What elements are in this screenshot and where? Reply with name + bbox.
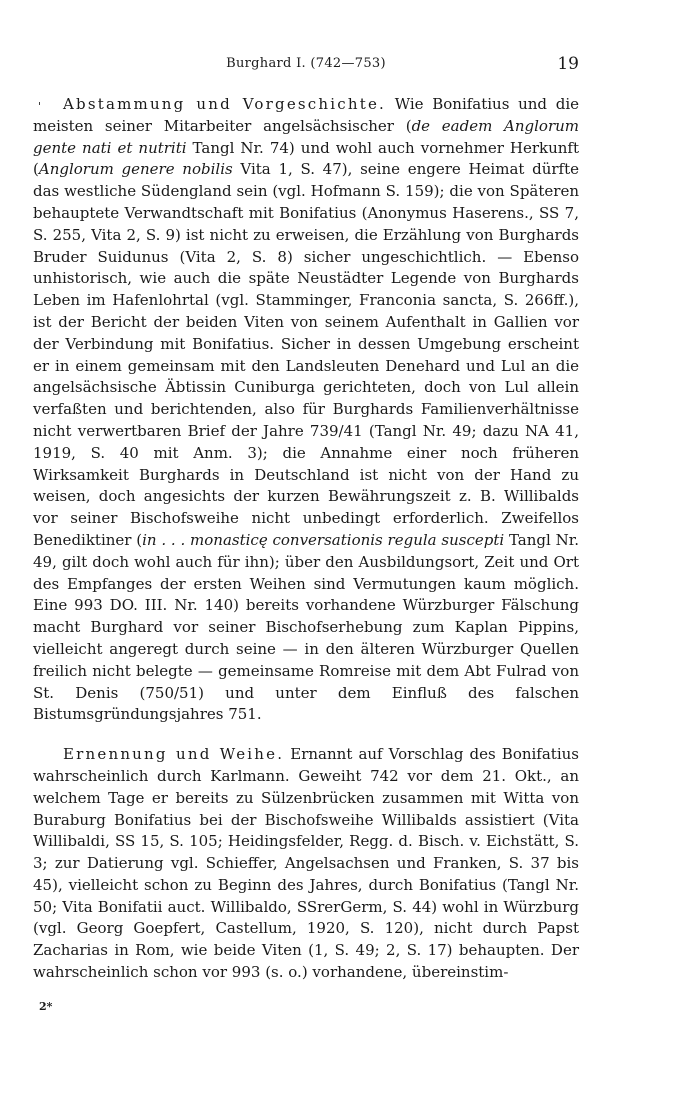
- section-heading: Abstammung und Vorgeschichte.: [63, 95, 387, 113]
- paragraph-text: Ernannt auf Vorschlag des Bonifatius wahrscheinlich durch Karlmann. Geweiht 742 vor dem 21. Okt., an welchem Tage er bereits zu Sülzenbrücken zusammen mit Witta von Buraburg Bonifatius bei der Bischofsweihe Willibalds assistiert (Vita Willibaldi, SS 15, S. 105; Heidingsfelder, Regg. d. Bisch. v. Eichstätt, S. 3; zur Datierung vgl. Schieffer, Angelsachsen und Franken, S. 37 bis 45), vielleicht schon zu Beginn des Jahres, durch Bonifatius (Tangl Nr. 50; Vita Bonifatii auct. Willibaldo, SSrerGerm, S. 44) wohl in Würzburg (vgl. Georg Goepfert, Castellum, 1920, S. 120), nicht durch Papst Zacharias in Rom, wie beide Viten (1, S. 49; 2, S. 17) behaupten. Der wahrscheinlich schon vor 993 (s. o.) vorhandene, übereinstim-: [33, 745, 579, 982]
- page-header: [33, 56, 579, 78]
- latin-quotation: in . . . monasticę conversationis regula suscepti: [142, 530, 505, 549]
- paragraph-text: Tangl Nr. 49, gilt doch wohl auch für ihn); über den Ausbildungsort, Zeit und Ort des Empfanges der ersten Weihen sind Vermutungen kaum möglich. Eine 993 DO. III. Nr. 140) bereits vorhandene Würzburger Fälschung macht Burghard vor seiner Bischofserhebung zum Kaplan Pippins, vielleicht angeregt durch seine — in den älteren Würzburger Quellen freilich nicht belegte — gemeinsame Romreise mit dem Abt Fulrad von St. Denis (750/51) und unter dem Einfluß des falschen Bistumsgründungsjahres 751.: [33, 530, 579, 724]
- printer-signature: 2*: [39, 1000, 53, 1013]
- paragraph: [33, 94, 579, 726]
- paragraph: [33, 744, 579, 984]
- body-text: [33, 94, 579, 984]
- section-heading: Ernennung und Weihe.: [63, 745, 285, 764]
- paragraph-text: Vita 1, S. 47), seine engere Heimat dürfte das westliche Südengland sein (vgl. Hofmann S. 159); die von Späteren behauptete Verwandtschaft mit Bonifatius (Anonymus Haserens., SS 7, S. 255, Vita 2, S. 9) ist nicht zu erweisen, die Erzählung von Burghards Bruder Suidunus (Vita 2, S. 8) sicher ungeschichtlich. — Ebenso unhistorisch, wie auch die späte Neustädter Legende von Burghards Leben im Hafenlohrtal (vgl. Stamminger, Franconia sancta, S. 266ff.), ist der Bericht der beiden Viten von seinem Aufenthalt in Gallien vor der Verbindung mit Bonifatius. Sicher in dessen Umgebung erscheint er in einem gemeinsam mit den Landsleuten Denehard und Lul an die angelsächsische Äbtissin Cuniburga gerichteten, doch von Lul allein verfaßten und berichtenden, also für Burghards Familienverhältnisse nicht verwertbaren Brief der Jahre 739/41 (Tangl Nr. 49; dazu NA 41, 1919, S. 40 mit Anm. 3); die Annahme einer noch früheren Wirksamkeit Burghards in Deutschland ist nicht von der Hand zu weisen, doch angesichts der kurzen Bewährungszeit z. B. Willibalds vor seiner Bischofsweihe nicht unbedingt erforderlich. Zweifellos Benediktiner (: [33, 160, 580, 549]
- page-number: 19: [557, 54, 579, 74]
- paragraph-text: Wie Bonifatius und die meisten seiner Mitarbeiter angelsächsischer (: [33, 95, 579, 135]
- paragraph-text: Tangl Nr. 74) und wohl auch vornehmer Herkunft (: [33, 138, 579, 179]
- latin-quotation: Anglorum genere nobilis: [38, 160, 233, 179]
- stray-mark: ': [38, 100, 42, 113]
- running-title: Burghard I. (742—753): [226, 56, 386, 71]
- latin-quotation: de eadem Anglorum gente nati et nutriti: [33, 116, 580, 157]
